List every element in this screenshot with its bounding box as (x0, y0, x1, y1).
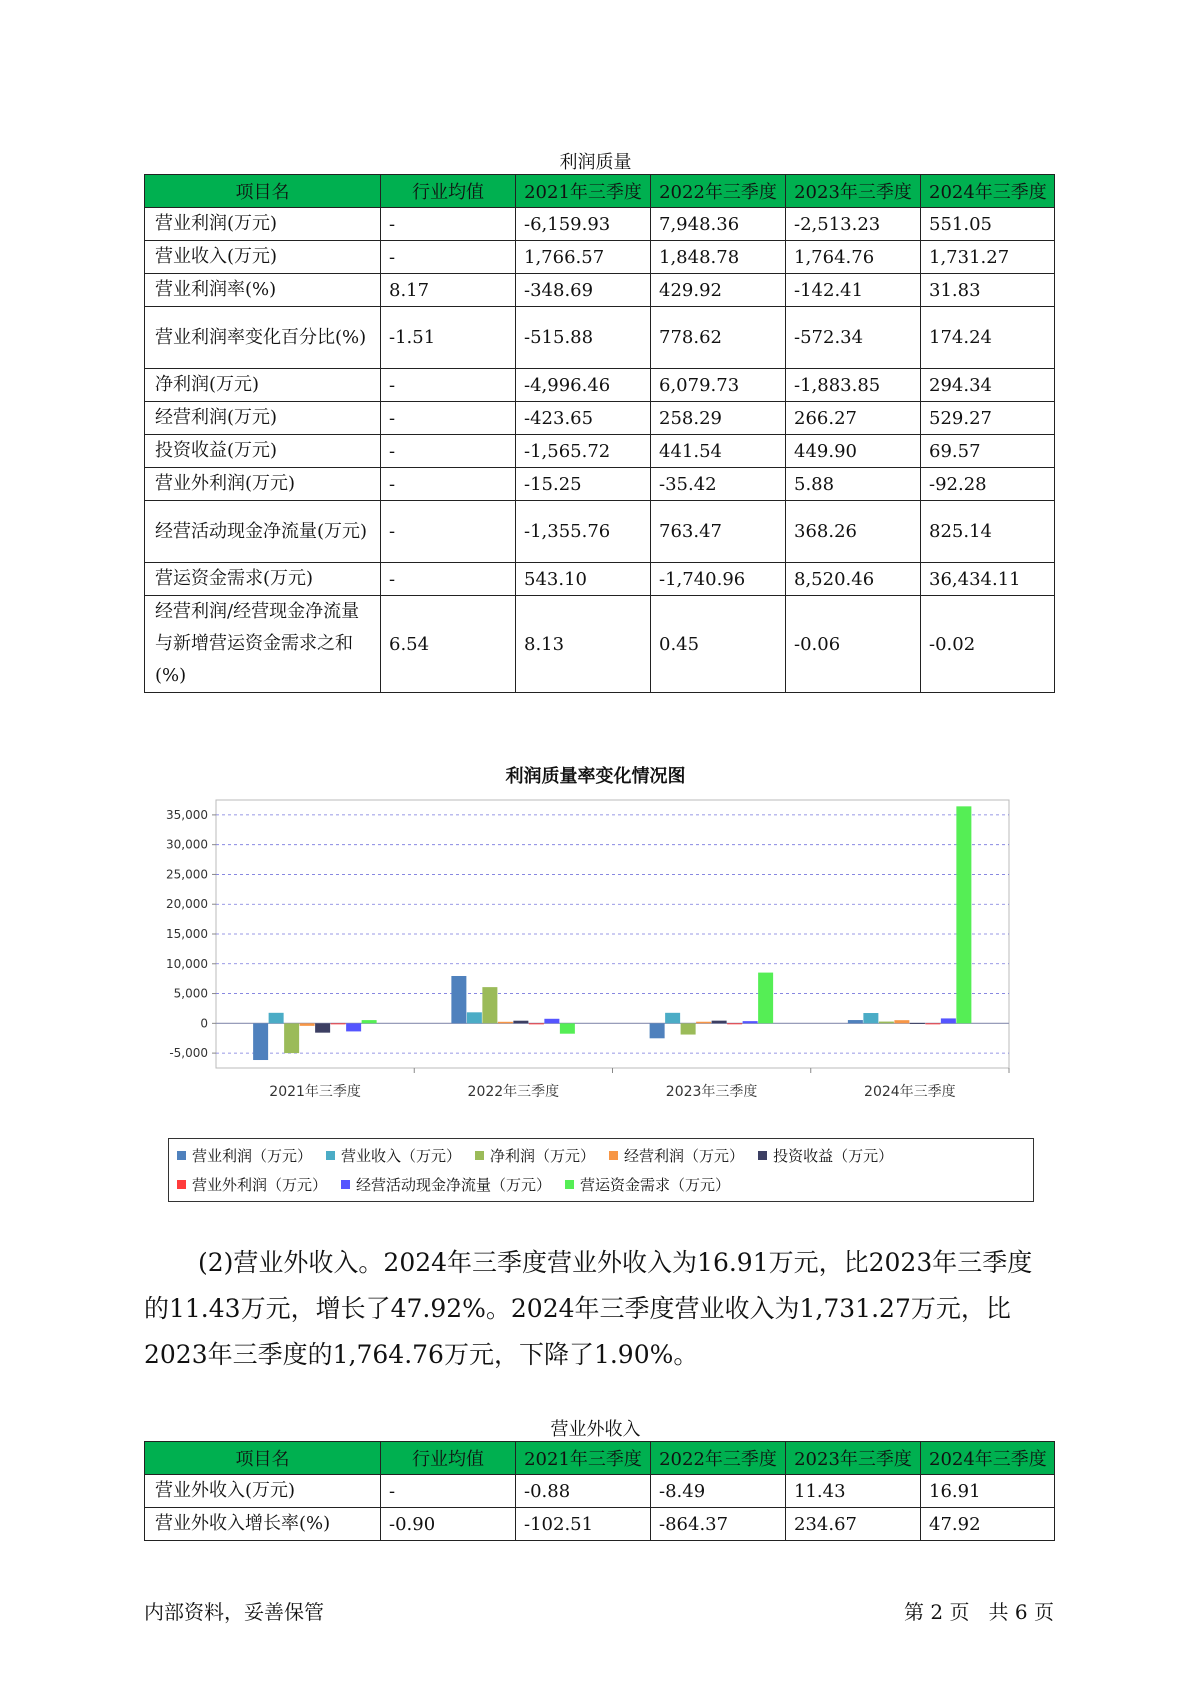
bar (758, 973, 773, 1024)
y-tick-label: 20,000 (166, 897, 208, 912)
legend-item (475, 1145, 595, 1166)
header-cell: 2022年三季度 (651, 1442, 786, 1475)
bar (665, 1013, 680, 1024)
table-cell: -0.88 (516, 1475, 651, 1508)
legend-label: 营业利润（万元） (192, 1146, 313, 1165)
bar (910, 1023, 925, 1024)
table-cell: 8,520.46 (786, 563, 921, 596)
profit-quality-chart (144, 790, 1024, 1140)
table-cell: -423.65 (516, 402, 651, 435)
table-cell: -1,355.76 (516, 501, 651, 563)
bar (315, 1023, 330, 1032)
table-cell: -15.25 (516, 468, 651, 501)
table-cell: 174.24 (921, 307, 1055, 369)
table-cell: -2,513.23 (786, 208, 921, 241)
legend-item (177, 1174, 327, 1195)
bar (300, 1023, 315, 1026)
table-cell: -348.69 (516, 274, 651, 307)
table-cell: -0.90 (381, 1508, 516, 1541)
bar (284, 1023, 299, 1053)
table-cell: - (381, 468, 516, 501)
bar (894, 1020, 909, 1023)
table-cell: 449.90 (786, 435, 921, 468)
legend-swatch (177, 1180, 186, 1189)
x-tick-label: 2023年三季度 (665, 1084, 758, 1100)
table-cell: 429.92 (651, 274, 786, 307)
table-cell: -1,883.85 (786, 369, 921, 402)
row-label: 营业利润率(%) (145, 274, 381, 307)
table-cell: - (381, 208, 516, 241)
table-cell: -1.51 (381, 307, 516, 369)
table2-caption: 营业外收入 (550, 1419, 641, 1440)
y-tick-label: 5,000 (173, 986, 208, 1001)
table-cell: 47.92 (921, 1508, 1055, 1541)
table-row (145, 1475, 1055, 1508)
legend-swatch (177, 1151, 186, 1160)
legend-swatch (475, 1151, 484, 1160)
table-cell: 36,434.11 (921, 563, 1055, 596)
footer-confidential: 内部资料，妥善保管 (144, 1600, 324, 1624)
y-tick-label: 25,000 (166, 867, 208, 882)
table-cell: - (381, 501, 516, 563)
table-cell: 763.47 (651, 501, 786, 563)
row-label: 经营利润/经营现金净流量与新增营运资金需求之和(%) (145, 596, 381, 693)
table-cell: 5.88 (786, 468, 921, 501)
table-cell: 8.13 (516, 596, 651, 693)
table-cell: 441.54 (651, 435, 786, 468)
table-cell: 1,764.76 (786, 241, 921, 274)
table-cell: 8.17 (381, 274, 516, 307)
table-cell: - (381, 369, 516, 402)
header-cell: 2023年三季度 (786, 175, 921, 208)
table-cell: 551.05 (921, 208, 1055, 241)
y-tick-label: 30,000 (166, 837, 208, 852)
chart-title: 利润质量率变化情况图 (505, 766, 686, 787)
x-tick-label: 2024年三季度 (864, 1084, 956, 1100)
legend-label: 营业外利润（万元） (192, 1175, 328, 1194)
table-cell: -0.06 (786, 596, 921, 693)
legend-label: 营运资金需求（万元） (580, 1175, 731, 1194)
table-cell: 368.26 (786, 501, 921, 563)
table-cell: - (381, 402, 516, 435)
table-cell: - (381, 563, 516, 596)
table-cell: -864.37 (651, 1508, 786, 1541)
legend-item (609, 1145, 744, 1166)
table-cell: 266.27 (786, 402, 921, 435)
table-cell: -35.42 (651, 468, 786, 501)
legend-item (565, 1174, 730, 1195)
table-cell: 6.54 (381, 596, 516, 693)
bar (712, 1021, 727, 1024)
bar (467, 1012, 482, 1023)
bar (529, 1023, 544, 1024)
table-cell: -92.28 (921, 468, 1055, 501)
legend-swatch (326, 1151, 335, 1160)
legend-swatch (609, 1151, 618, 1160)
profit-quality-table (144, 174, 1055, 693)
table-row (145, 1508, 1055, 1541)
bar (743, 1021, 758, 1023)
legend-label: 经营活动现金净流量（万元） (356, 1175, 552, 1194)
bar (879, 1022, 894, 1024)
table-cell: 0.45 (651, 596, 786, 693)
row-label: 营业外收入增长率(%) (145, 1508, 381, 1541)
bar (696, 1022, 711, 1024)
row-label: 净利润(万元) (145, 369, 381, 402)
row-label: 经营利润(万元) (145, 402, 381, 435)
bar (681, 1023, 696, 1034)
legend-swatch (341, 1180, 350, 1189)
legend-label: 经营利润（万元） (624, 1146, 745, 1165)
y-tick-label: -5,000 (169, 1046, 208, 1061)
table-cell: 11.43 (786, 1475, 921, 1508)
table-cell: 69.57 (921, 435, 1055, 468)
table-row (145, 468, 1055, 501)
table-cell: 7,948.36 (651, 208, 786, 241)
bar (331, 1023, 346, 1024)
bar (560, 1023, 575, 1033)
table-row (145, 501, 1055, 563)
header-cell: 项目名 (145, 175, 381, 208)
legend-item (177, 1145, 312, 1166)
bar (513, 1021, 528, 1024)
table-cell: -6,159.93 (516, 208, 651, 241)
bar (482, 987, 497, 1023)
table-cell: - (381, 435, 516, 468)
table-cell: 529.27 (921, 402, 1055, 435)
x-tick-label: 2022年三季度 (467, 1084, 560, 1100)
table-cell: 1,731.27 (921, 241, 1055, 274)
table-cell: 16.91 (921, 1475, 1055, 1508)
table-cell: -8.49 (651, 1475, 786, 1508)
table-cell: 31.83 (921, 274, 1055, 307)
row-label: 营业外利润(万元) (145, 468, 381, 501)
bar (650, 1023, 665, 1038)
table-cell: -4,996.46 (516, 369, 651, 402)
header-cell: 行业均值 (381, 1442, 516, 1475)
table-cell: - (381, 241, 516, 274)
row-label: 经营活动现金净流量(万元) (145, 501, 381, 563)
legend-item (341, 1174, 551, 1195)
table-cell: -515.88 (516, 307, 651, 369)
bar (269, 1013, 284, 1024)
x-tick-label: 2021年三季度 (269, 1084, 361, 1100)
row-label: 投资收益(万元) (145, 435, 381, 468)
bar (362, 1020, 377, 1023)
table-cell: 778.62 (651, 307, 786, 369)
legend-swatch (758, 1151, 767, 1160)
bar (727, 1023, 742, 1024)
bar (863, 1013, 878, 1023)
table-cell: 258.29 (651, 402, 786, 435)
table-cell: 1,848.78 (651, 241, 786, 274)
row-label: 营业利润率变化百分比(%) (145, 307, 381, 369)
table-cell: 234.67 (786, 1508, 921, 1541)
table-row (145, 563, 1055, 596)
y-tick-label: 10,000 (166, 956, 208, 971)
legend-item (758, 1145, 893, 1166)
header-cell: 2021年三季度 (516, 175, 651, 208)
bar (253, 1023, 268, 1060)
bar (925, 1023, 940, 1024)
header-cell: 2023年三季度 (786, 1442, 921, 1475)
table-cell: -142.41 (786, 274, 921, 307)
table-row (145, 596, 1055, 693)
table-cell: -572.34 (786, 307, 921, 369)
chart-legend (168, 1138, 1034, 1202)
footer-page-number: 第 2 页 共 6 页 (904, 1600, 1054, 1624)
bar (544, 1019, 559, 1024)
table-cell: -102.51 (516, 1508, 651, 1541)
legend-label: 投资收益（万元） (773, 1146, 894, 1165)
table-row (145, 369, 1055, 402)
table-cell: 825.14 (921, 501, 1055, 563)
table-row (145, 274, 1055, 307)
non-operating-income-table (144, 1441, 1055, 1541)
table-row (145, 208, 1055, 241)
bar (346, 1023, 361, 1031)
bar (956, 806, 971, 1023)
bar (498, 1022, 513, 1024)
table-cell: -0.02 (921, 596, 1055, 693)
body-paragraph: (2)营业外收入。2024年三季度营业外收入为16.91万元，比2023年三季度的11.43万元，增长了47.92%。2024年三季度营业收入为1,731.27万元，比2023年三季度的1,764.76万元，下降了1.90%。 (144, 1248, 1033, 1369)
table-row (145, 402, 1055, 435)
row-label: 营业利润(万元) (145, 208, 381, 241)
table-row (145, 241, 1055, 274)
legend-item (326, 1145, 461, 1166)
header-cell: 2024年三季度 (921, 1442, 1055, 1475)
y-tick-label: 0 (200, 1016, 208, 1031)
table-cell: 294.34 (921, 369, 1055, 402)
table-cell: 543.10 (516, 563, 651, 596)
header-cell: 2024年三季度 (921, 175, 1055, 208)
table-cell: 6,079.73 (651, 369, 786, 402)
legend-label: 营业收入（万元） (341, 1146, 462, 1165)
table-cell: - (381, 1475, 516, 1508)
table-row (145, 435, 1055, 468)
table-cell: 1,766.57 (516, 241, 651, 274)
legend-swatch (565, 1180, 574, 1189)
header-cell: 2021年三季度 (516, 1442, 651, 1475)
bar (941, 1018, 956, 1023)
bar (451, 976, 466, 1023)
header-cell: 项目名 (145, 1442, 381, 1475)
header-cell: 行业均值 (381, 175, 516, 208)
bar (848, 1020, 863, 1023)
row-label: 营业外收入(万元) (145, 1475, 381, 1508)
table-cell: -1,565.72 (516, 435, 651, 468)
table-cell: -1,740.96 (651, 563, 786, 596)
header-cell: 2022年三季度 (651, 175, 786, 208)
legend-label: 净利润（万元） (490, 1146, 596, 1165)
y-tick-label: 35,000 (166, 807, 208, 822)
row-label: 营运资金需求(万元) (145, 563, 381, 596)
table-row (145, 307, 1055, 369)
y-tick-label: 15,000 (166, 927, 208, 941)
row-label: 营业收入(万元) (145, 241, 381, 274)
table1-caption: 利润质量 (559, 152, 632, 173)
